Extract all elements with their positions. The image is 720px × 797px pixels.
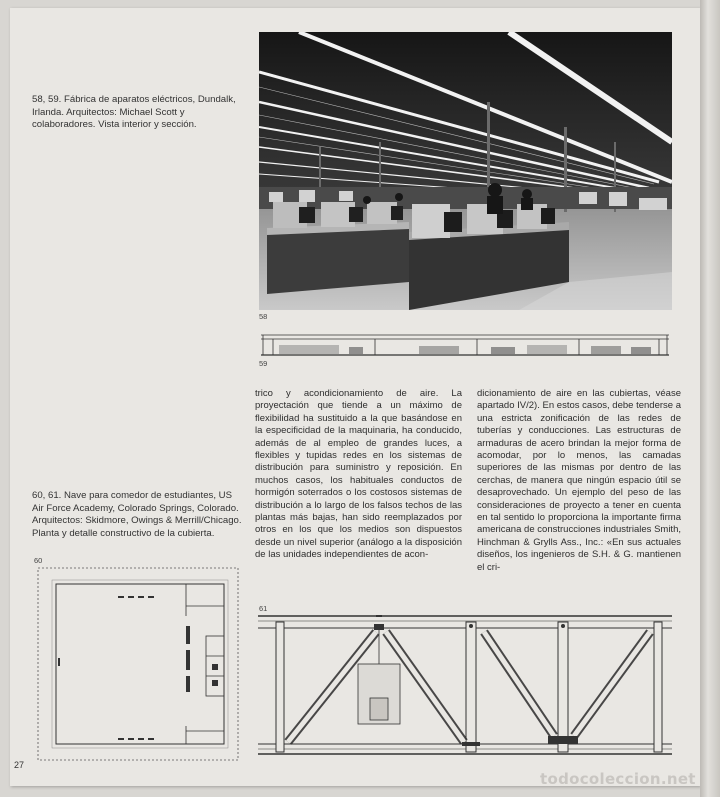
dining-hall-plan-drawing bbox=[36, 566, 240, 762]
figure-label-59: 59 bbox=[259, 359, 268, 368]
caption-fig-58-59: 58, 59. Fábrica de aparatos eléctricos, Dundalk, Irlanda. Arquitectos: Michael Scott y colaboradores. Vista interior y sección. bbox=[32, 94, 236, 131]
figure-label-61: 61 bbox=[259, 604, 268, 613]
book-spine-edge bbox=[700, 0, 720, 797]
page-number: 27 bbox=[14, 760, 25, 770]
factory-section-drawing bbox=[259, 330, 671, 360]
factory-interior-illustration bbox=[259, 32, 672, 310]
body-text-column-1: trico y acondicionamiento de aire. La proyectación que tiende a un máximo de flexibilidad ha sustituido a la que basándose en la especificidad de la maquinaria, ha conducido, además de al empleo de grandes luces, a flexibles y tupidas redes en los sistemas de distribución para suministro y reposición. En muchos casos, los habituales conductos de hormigón soterrados o los costosos sistemas de distribución a lo largo de los falsos techos de las plantas más bajas, han sido reemplazados por otros en los que los medios son dispuestos desde un nivel superior (análogo a la disposición de las unidades independientes de acon- bbox=[255, 388, 462, 561]
figure-label-58: 58 bbox=[259, 312, 268, 321]
roof-truss-detail-drawing bbox=[258, 608, 672, 760]
body-text-column-2: dicionamiento de aire en las cubiertas, véase apartado IV/2). En estos casos, debe tenderse a una estricta zonificación de las redes de tuberías y conducciones. Las estructuras de armaduras de acero brindan la mejor forma de acomodar, por lo menos, las camadas superiores de las mismas por dentro de las cerchas, de manera que ningún espacio útil se desaprovechado. Un ejemplo del peso de las consideraciones de proyecto a tener en cuenta en tal sentido lo proporciona la importante firma americana de construcciones industriales Smith, Hinchman & Grylls Ass., Inc.: «En sus actuales diseños, los ingenieros de S.H. & G. mantienen el cri- bbox=[477, 388, 681, 573]
watermark-logo: todocoleccion.net bbox=[540, 770, 696, 788]
factory-interior-photo bbox=[259, 32, 672, 310]
book-page bbox=[10, 8, 700, 786]
figure-label-60: 60 bbox=[34, 556, 43, 565]
caption-fig-60-61: 60, 61. Nave para comedor de estudiantes, US Air Force Academy, Colorado Springs, Colorado. Arquitectos: Skidmore, Owings & Merrill/Chicago. Planta y detalle constructivo de la cubierta. bbox=[32, 490, 242, 539]
